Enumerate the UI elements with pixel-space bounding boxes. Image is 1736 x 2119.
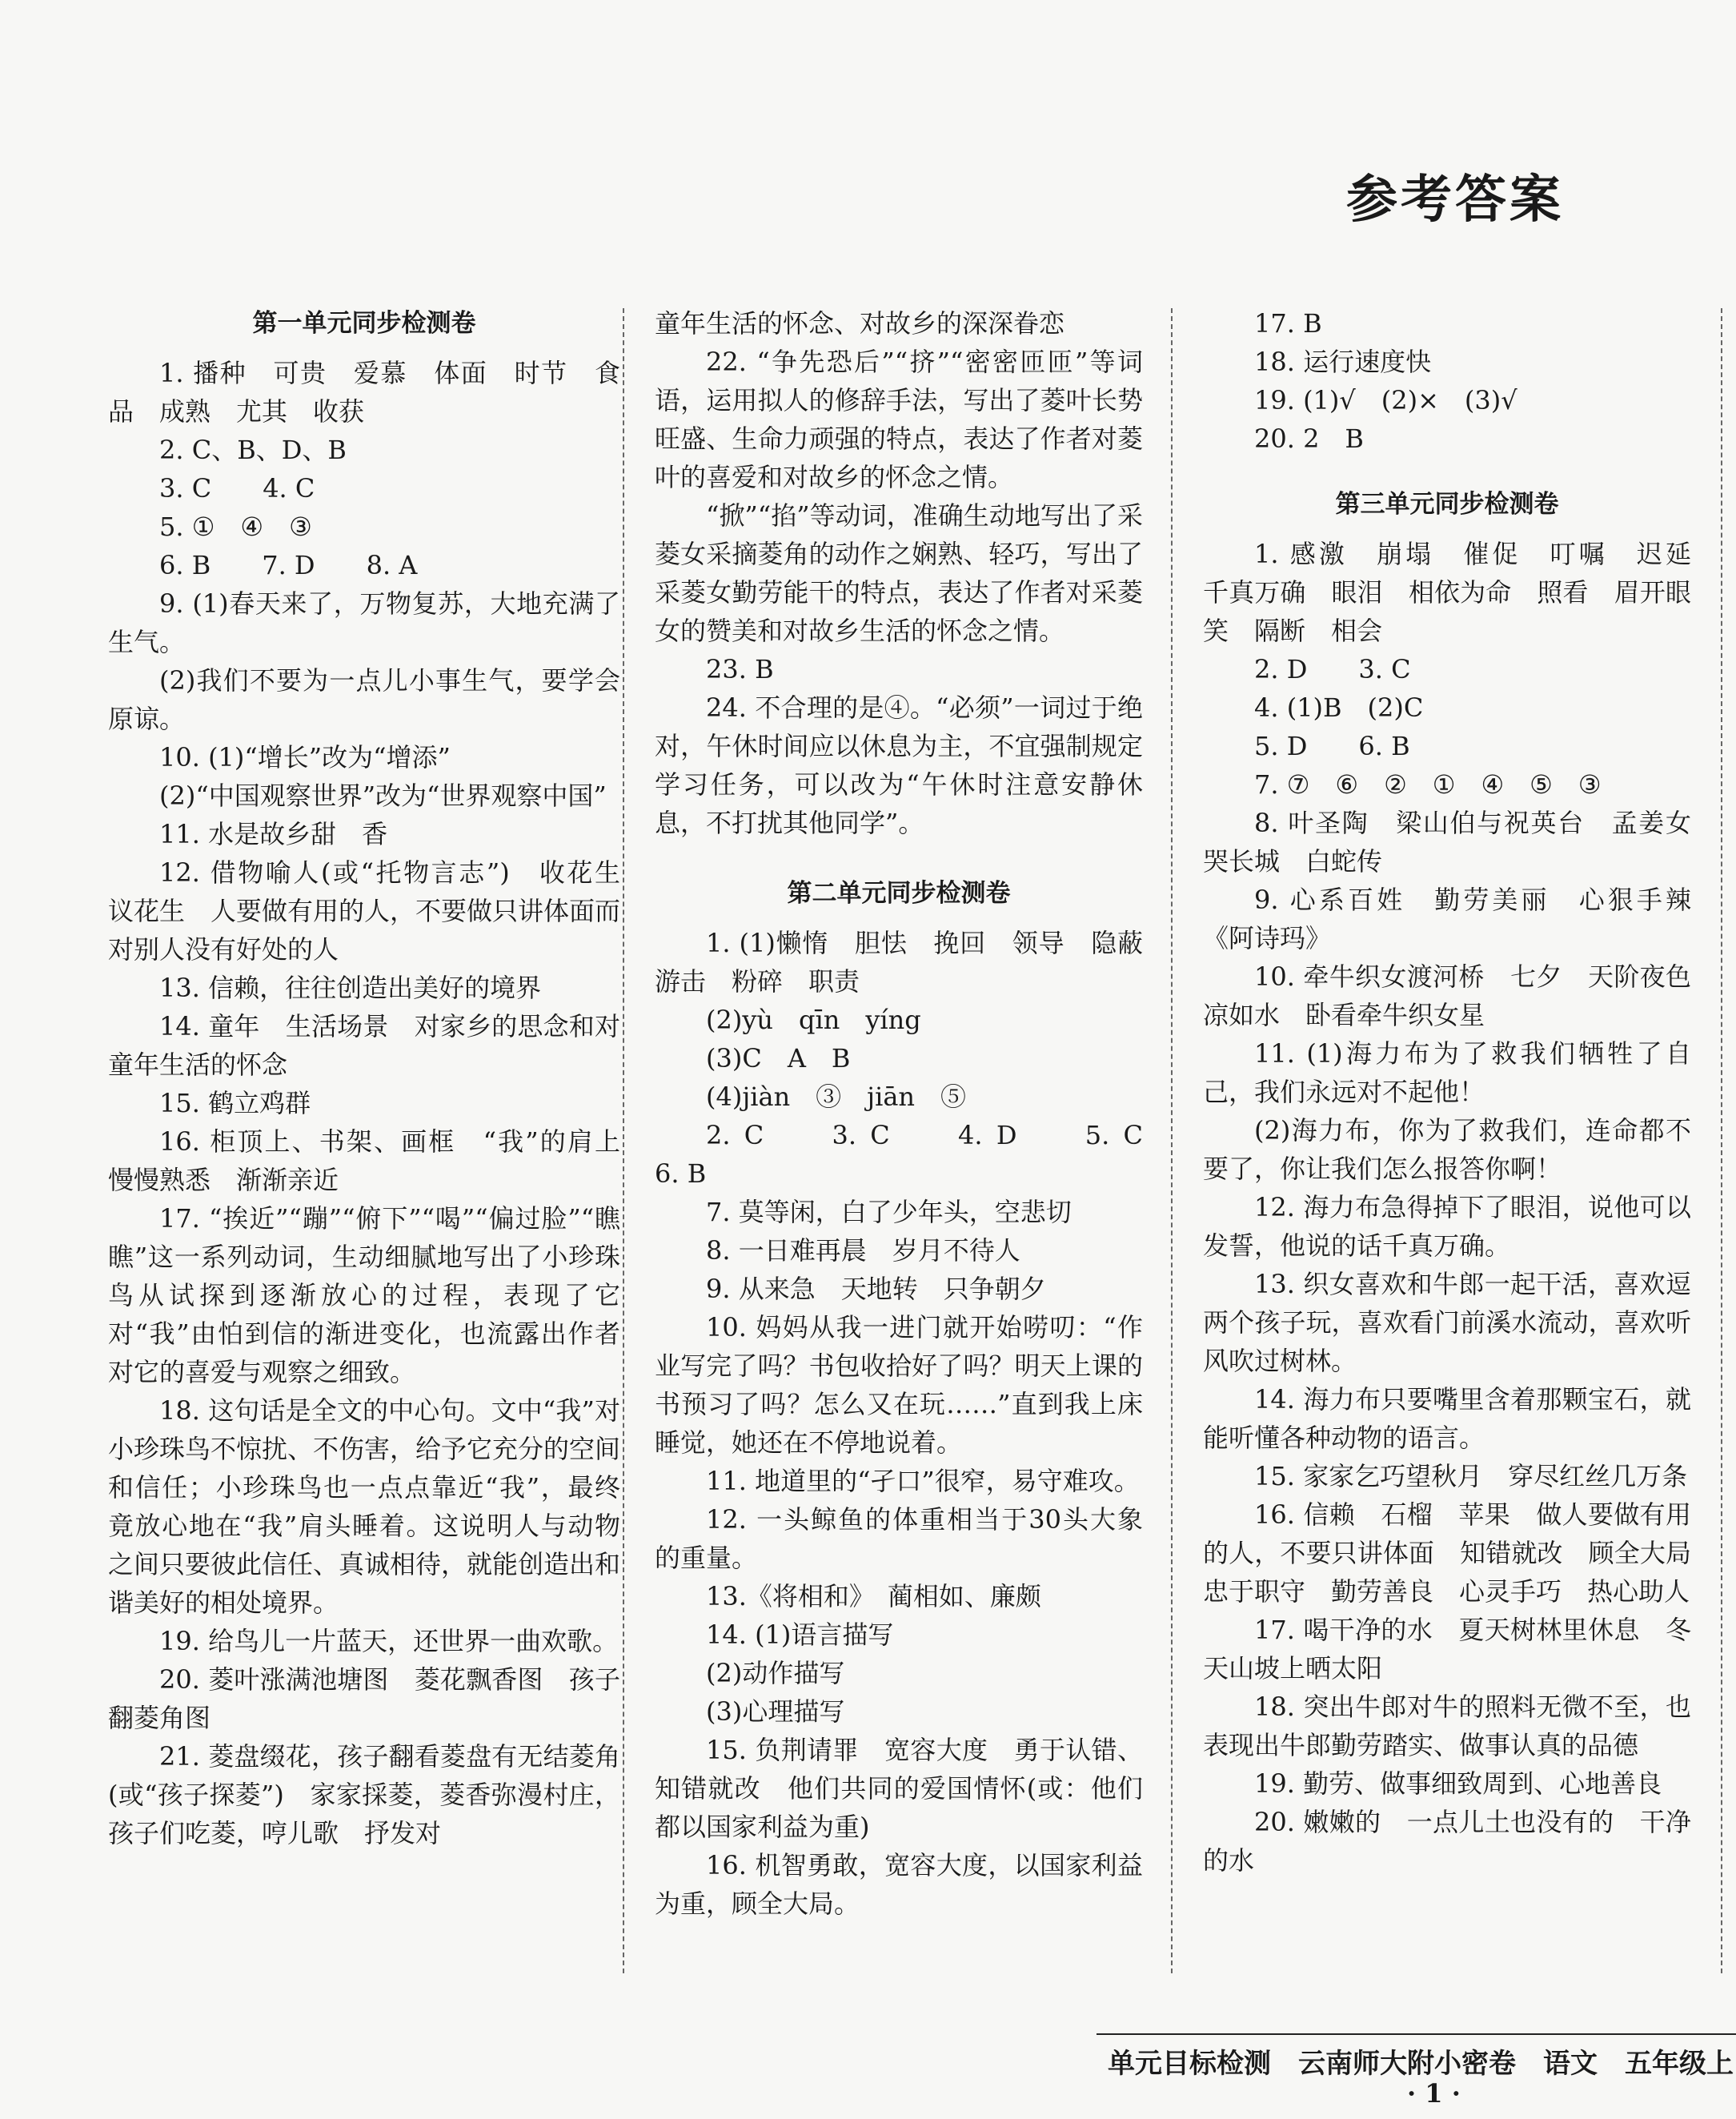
answer-item: 11. 水是故乡甜 香 — [159, 819, 388, 849]
answer-item: 7. 莫等闲，白了少年头，空悲切 — [706, 1197, 1072, 1227]
answer-item: 16. 信赖 石榴 苹果 做人要做有用的人，不要只讲体面 知错就改 顾全大局 忠于职守 勤劳善良 心灵手巧 热心助人 — [1203, 1499, 1718, 1607]
answer-item: 13. 信赖，往往创造出美好的境界 — [159, 973, 542, 1003]
answer-item: 童年生活的怀念、对故乡的深深眷恋 — [655, 308, 1065, 339]
answer-item: 4. (1)B (2)C — [1254, 692, 1424, 723]
answer-item: 5. D 6. B — [1254, 731, 1410, 761]
page-title: 参考答案 — [1346, 170, 1564, 230]
answer-item: 17. 喝干净的水 夏天树林里休息 冬天山坡上晒太阳 — [1203, 1615, 1691, 1684]
answer-item: “掀”“掐”等动词，准确生动地写出了采菱女采摘菱角的动作之娴熟、轻巧，写出了采菱女勤劳能干的特点，表达了作者对采菱女的赞美和对故乡生活的怀念之情。 — [655, 500, 1143, 646]
answer-item: 23. B — [706, 654, 774, 684]
answer-item: 13. 织女喜欢和牛郎一起干活，喜欢逗两个孩子玩，喜欢看门前溪水流动，喜欢听风吹过树林。 — [1203, 1269, 1691, 1376]
section-heading: 第一单元同步检测卷 — [252, 309, 476, 338]
answer-item: 2. C、B、D、B — [159, 435, 347, 465]
answer-item: 12. 借物喻人(或“托物言志”) 收花生 议花生 人要做有用的人，不要做只讲体面而对别人没有好处的人 — [108, 857, 647, 965]
column-divider — [1171, 308, 1173, 1973]
answer-column-2 — [655, 304, 1195, 1923]
footer-title: 单元目标检测 云南师大附小密卷 语文 五年级上 — [1108, 2048, 1734, 2080]
answer-item: (2)海力布，你为了救我们，连命都不要了，你让我们怎么报答你啊！ — [1203, 1115, 1691, 1184]
answer-item: (2)yù qīn yíng — [706, 1005, 921, 1035]
answer-item: 18. 这句话是全文的中心句。文中“我”对小珍珠鸟不惊扰、不伤害，给予它充分的空间和信任；小珍珠鸟也一点点靠近“我”，最终竟放心地在“我”肩头睡着。这说明人与动物之间只要彼此信任、真诚相待，就能创造出和谐美好的相处境界。 — [108, 1395, 621, 1618]
answer-item: 7. ⑦ ⑥ ② ① ④ ⑤ ③ — [1254, 769, 1602, 800]
answer-item: 11. (1)海力布为了救我们牺牲了自己，我们永远对不起他！ — [1203, 1038, 1691, 1107]
answer-item: 1. 感激 崩塌 催促 叮嘱 迟延 千真万确 眼泪 相依为命 照看 眉开眼笑 隔断 相会 — [1203, 539, 1718, 646]
answer-item: 24. 不合理的是④。“必须”一词过于绝对，午休时间应以休息为主，不宜强制规定学习任务，可以改为“午休时注意安静休息，不打扰其他同学”。 — [655, 692, 1143, 838]
footer-rule — [1097, 2033, 1736, 2035]
answer-item: (4)jiàn ③ jiān ⑤ — [706, 1082, 967, 1112]
answer-item: (3)心理描写 — [706, 1696, 845, 1727]
answer-item: 12. 海力布急得掉下了眼泪，说他可以发誓，他说的话千真万确。 — [1203, 1192, 1691, 1261]
answer-item: 6. B 7. D 8. A — [159, 550, 418, 580]
answer-item: 19. (1)√ (2)× (3)√ — [1254, 385, 1517, 415]
answer-item: 8. 叶圣陶 梁山伯与祝英台 孟姜女哭长城 白蛇传 — [1203, 808, 1691, 877]
answer-item: 13.《将相和》 蔺相如、廉颇 — [706, 1581, 1041, 1611]
answer-item: (3)C A B — [706, 1043, 851, 1074]
answer-item: 19. 给鸟儿一片蓝天，还世界一曲欢歌。 — [159, 1626, 619, 1656]
answer-item: 5. ① ④ ③ — [159, 512, 312, 542]
answer-item: 15. 负荆请罪 宽容大度 勇于认错、知错就改 他们共同的爱国情怀(或：他们都以国家利益为重) — [655, 1735, 1143, 1842]
answer-item: 12. 一头鲸鱼的体重相当于30头大象的重量。 — [655, 1504, 1143, 1573]
answer-column-3 — [1203, 304, 1718, 1880]
answer-item: 11. 地道里的“孑口”很窄，易守难攻。 — [706, 1466, 1140, 1496]
answer-item: 10. 牵牛织女渡河桥 七夕 天阶夜色凉如水 卧看牵牛织女星 — [1203, 961, 1691, 1030]
column-divider — [1721, 308, 1722, 1973]
answer-item: 22. “争先恐后”“挤”“密密匝匝”等词语，运用拟人的修辞手法，写出了菱叶长势旺盛、生命力顽强的特点，表达了作者对菱叶的喜爱和对故乡的怀念之情。 — [655, 347, 1143, 492]
answer-item: (2)“中国观察世界”改为“世界观察中国” — [159, 781, 607, 811]
answer-item: 14. 海力布只要嘴里含着那颗宝石，就能听懂各种动物的语言。 — [1203, 1384, 1691, 1453]
answer-item: 2. D 3. C — [1254, 654, 1411, 684]
page-number: · 1 · — [1407, 2078, 1461, 2109]
section-heading: 第二单元同步检测卷 — [787, 879, 1011, 908]
answer-item: 8. 一日难再晨 岁月不待人 — [706, 1235, 1020, 1266]
section-heading: 第三单元同步检测卷 — [1335, 490, 1559, 519]
answer-item: 9. (1)春天来了，万物复苏，大地充满了生气。 — [108, 588, 620, 657]
answer-item: 20. 2 B — [1254, 423, 1364, 454]
answer-item: 21. 菱盘缀花，孩子翻看菱盘有无结菱角(或“孩子探菱”) 家家採菱，菱香弥漫村庄，孩子们吃菱，哼儿歌 抒发对 — [108, 1741, 620, 1848]
answer-item: 19. 勤劳、做事细致周到、心地善良 — [1254, 1768, 1662, 1799]
answer-item: 20. 菱叶涨满池塘图 菱花飘香图 孩子翻菱角图 — [108, 1664, 620, 1733]
answer-item: 16. 柜顶上、书架、画框 “我”的肩上 慢慢熟悉 渐渐亲近 — [108, 1126, 647, 1195]
answer-item: 18. 运行速度快 — [1254, 347, 1432, 377]
answer-item: 1. (1)懒惰 胆怯 挽回 领导 隐蔽 游击 粉碎 职责 — [655, 928, 1169, 997]
answer-item: 15. 家家乞巧望秋月 穿尽红丝几万条 — [1254, 1461, 1688, 1491]
answer-item: 20. 嫩嫩的 一点儿土也没有的 干净的水 — [1203, 1807, 1691, 1876]
answer-item: 14. 童年 生活场景 对家乡的思念和对童年生活的怀念 — [108, 1011, 620, 1080]
answer-item: 10. (1)“增长”改为“增添” — [159, 742, 451, 773]
column-divider — [623, 308, 624, 1973]
answer-item: 16. 机智勇敢，宽容大度，以国家利益为重，顾全大局。 — [655, 1850, 1143, 1919]
answer-item: (2)动作描写 — [706, 1658, 845, 1688]
answer-item: 9. 心系百姓 勤劳美丽 心狠手辣《阿诗玛》 — [1203, 885, 1691, 953]
answer-item: 18. 突出牛郎对牛的照料无微不至，也表现出牛郎勤劳踏实、做事认真的品德 — [1203, 1692, 1691, 1760]
answer-item: 3. C 4. C — [159, 473, 315, 504]
answer-item: 17. “挨近”“蹦”“俯下”“喝”“偏过脸”“瞧瞧”这一系列动词，生动细腻地写出了小珍珠鸟从试探到逐渐放心的过程，表现了它对“我”由怕到信的渐进变化，也流露出作者对它的喜爱与观察之细致。 — [108, 1203, 620, 1387]
answer-item: 2. C 3. C 4. D 5. C 6. B — [655, 1120, 1195, 1189]
answer-column-1 — [108, 304, 647, 1852]
answer-item: 1. 播种 可贵 爱慕 体面 时节 食品 成熟 尤其 收获 — [108, 358, 620, 427]
answer-item: 10. 妈妈从我一进门就开始唠叨：“作业写完了吗？书包收拾好了吗？明天上课的书预习了吗？怎么又在玩……”直到我上床睡觉，她还在不停地说着。 — [655, 1312, 1143, 1458]
answer-item: (2)我们不要为一点儿小事生气，要学会原谅。 — [108, 665, 620, 734]
answer-item: 17. B — [1254, 308, 1322, 339]
answer-item: 9. 从来急 天地转 只争朝夕 — [706, 1274, 1046, 1304]
answer-item: 14. (1)语言描写 — [706, 1619, 894, 1650]
answer-item: 15. 鹤立鸡群 — [159, 1088, 311, 1118]
